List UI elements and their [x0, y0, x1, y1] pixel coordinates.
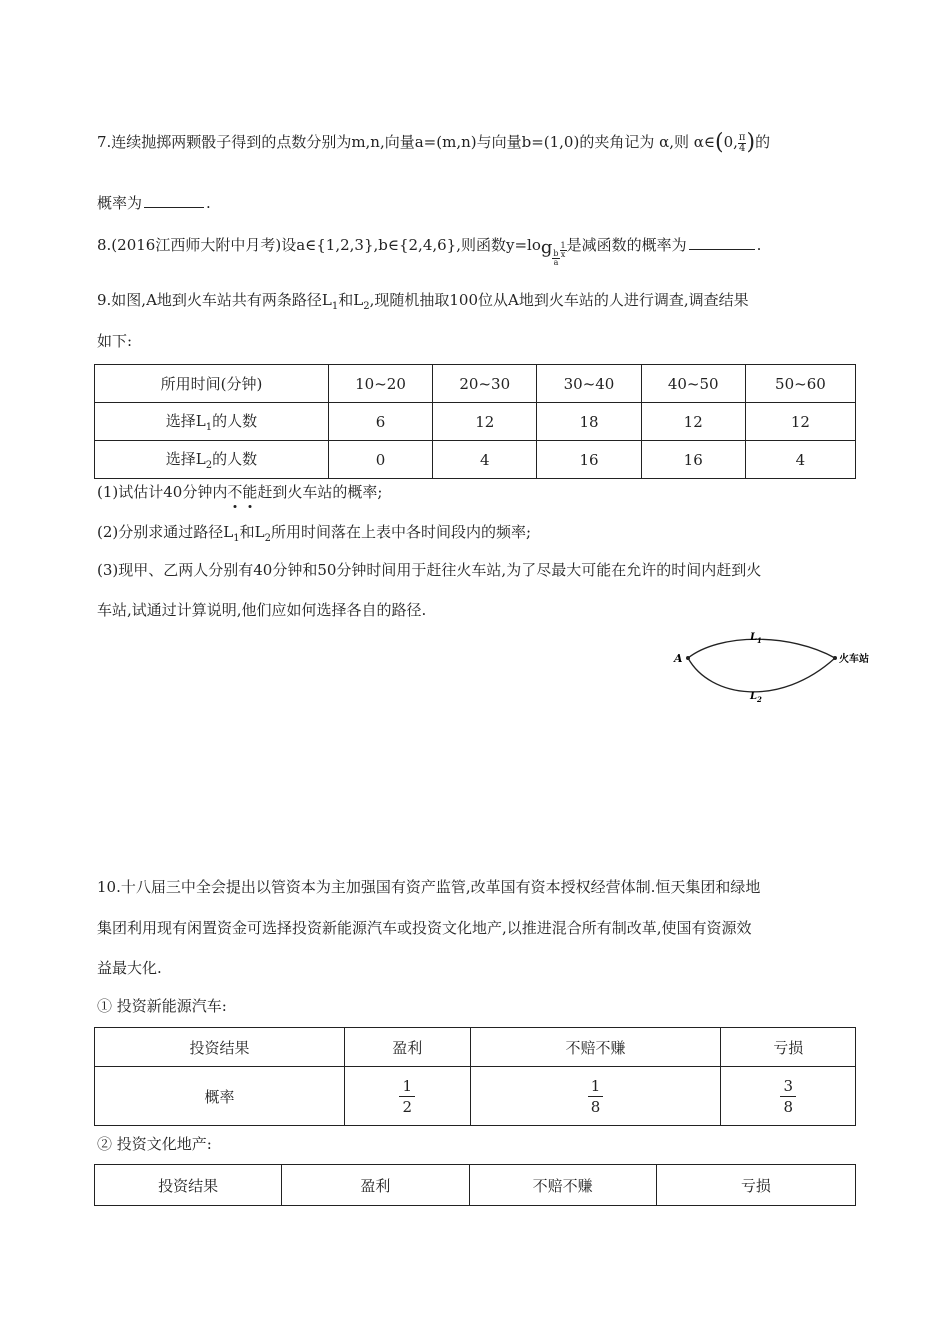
table-cell: 4: [745, 441, 855, 479]
frac-den: 8: [590, 1097, 601, 1116]
frac-num: 3: [780, 1076, 796, 1097]
q9-part3-line1: (3)现甲、乙两人分别有40分钟和50分钟时间用于赶往火车站,为了尽最大可能在允许的时间内赶到火: [97, 561, 762, 579]
table-cell: [470, 1067, 721, 1126]
q8-text1: 8.(2016江西师大附中月考)设a∈{1,2,3},b∈{2,4,6},则函数y=lo: [97, 236, 541, 254]
path-l1-letter: L: [750, 632, 758, 643]
table-row: [95, 403, 856, 441]
q7-interval-start: 0,: [723, 133, 738, 151]
table-cell: [721, 1067, 856, 1126]
q7-frac-num: π: [738, 131, 746, 143]
table-header-cell: 不赔不赚: [469, 1165, 656, 1206]
frac-num: 1: [399, 1076, 415, 1097]
table-row: [95, 365, 856, 403]
q9-p1-post: 赶到火车站的概率;: [257, 483, 383, 501]
q10-line1: 10.十八届三中全会提出以管资本为主加强国有资产监管,改革国有资本授权经营体制.恒天集团和绿地: [97, 878, 761, 896]
q8-line: [97, 235, 761, 267]
q10-sub1: ① 投资新能源汽车:: [97, 997, 227, 1015]
q9-part1: [97, 482, 382, 502]
table-cell: 16: [537, 441, 641, 479]
q8-log-arg-den: x: [560, 250, 566, 259]
q9-sub2: 2: [363, 301, 370, 312]
table-cell: 12: [433, 403, 537, 441]
q8-log-base-num: b: [553, 249, 559, 258]
q9-line1-b: 和L: [338, 291, 364, 309]
q9-p2-mid: 和L: [239, 523, 265, 541]
q8-log-base: [552, 250, 559, 267]
q9-p2-pre: (2)分别求通过路径L: [97, 523, 234, 541]
table-header-cell: 盈利: [282, 1165, 469, 1206]
point-a-dot: [686, 656, 690, 660]
table-header-cell: 亏损: [656, 1165, 855, 1206]
q7-text2: 的: [755, 133, 771, 151]
q9-line2: 如下:: [97, 332, 133, 350]
frac-num: 1: [588, 1076, 604, 1097]
q7-line2-text: 概率为: [97, 194, 143, 212]
q9-part2: [97, 522, 531, 549]
row-label-sub: 2: [205, 460, 213, 471]
row-label-post: 的人数: [212, 412, 258, 430]
fraction: [588, 1076, 604, 1117]
table-row: [95, 441, 856, 479]
table-header-cell: 40~50: [641, 365, 745, 403]
row-label-l2: [95, 441, 329, 479]
fraction: [780, 1076, 796, 1117]
q8-text2: 是减函数的概率为: [566, 236, 687, 254]
table-header-cell: 亏损: [721, 1028, 856, 1067]
q9-part3-line2: 车站,试通过计算说明,他们应如何选择各自的路径.: [97, 601, 427, 619]
q8-end: .: [756, 236, 762, 254]
table-cell: 18: [537, 403, 641, 441]
table-row: [95, 1028, 856, 1067]
table-cell: 16: [641, 441, 745, 479]
route-diagram: [670, 628, 870, 708]
q9-p2-post: 所用时间落在上表中各时间段内的频率;: [270, 523, 531, 541]
point-a-label: A: [674, 652, 683, 665]
path-l2-letter: L: [750, 691, 758, 702]
q9-line1-a: 9.如图,A地到火车站共有两条路径L: [97, 291, 332, 309]
q10-sub2: ② 投资文化地产:: [97, 1135, 212, 1153]
q7-frac-den: 4: [739, 142, 746, 154]
q9-sub1: 1: [331, 301, 339, 312]
table-row: [95, 1165, 856, 1206]
q9-p1-emph: 能: [242, 483, 258, 501]
q10-realestate-table: [94, 1164, 856, 1206]
q7-end: .: [206, 194, 211, 212]
table-cell: 12: [641, 403, 745, 441]
table-cell: 4: [433, 441, 537, 479]
q7-text1: 7.连续抛掷两颗骰子得到的点数分别为m,n,向量a=(m,n)与向量b=(1,0)的夹角记为 α,则 α∈: [97, 133, 715, 151]
table-header-cell: 30~40: [537, 365, 641, 403]
q9-p2-sub: 2: [264, 533, 271, 544]
q9-p1-emph: 不: [227, 483, 243, 501]
q10-ev-table: [94, 1027, 856, 1126]
q9-time-table: [94, 364, 856, 479]
table-header-cell: 不赔不赚: [470, 1028, 721, 1067]
q7-answer-blank[interactable]: [144, 193, 204, 208]
q8-log-arg: [560, 242, 567, 259]
station-label: 火车站: [839, 654, 869, 665]
q9-p2-sub: 1: [233, 533, 240, 544]
table-header-cell: 投资结果: [95, 1028, 345, 1067]
q7-interval-close: ): [746, 130, 756, 155]
path-l2-curve: [688, 658, 835, 692]
frac-den: 2: [402, 1097, 413, 1116]
table-row: [95, 1067, 856, 1126]
q10-line3: 益最大化.: [97, 959, 162, 977]
q8-log-arg-num: 1: [560, 241, 566, 250]
row-label-l1: [95, 403, 329, 441]
table-header-cell: 20~30: [433, 365, 537, 403]
frac-den: 8: [783, 1097, 794, 1116]
q7-interval-open: (: [715, 130, 724, 155]
station-dot: [833, 656, 837, 660]
table-header-cell: 10~20: [328, 365, 432, 403]
table-header-cell: 所用时间(分钟): [95, 365, 329, 403]
table-cell: 12: [745, 403, 855, 441]
q8-log-base-den: a: [553, 258, 559, 267]
table-header-cell: 盈利: [344, 1028, 470, 1067]
path-l1-label: [749, 632, 762, 645]
table-header-cell: 50~60: [745, 365, 855, 403]
q7-line1: [97, 132, 770, 154]
table-cell: 6: [328, 403, 432, 441]
row-label-sub: 1: [205, 422, 213, 433]
path-l2-label: [749, 691, 762, 704]
row-label-pre: 选择L: [165, 412, 206, 430]
q10-line2: 集团利用现有闲置资金可选择投资新能源汽车或投资文化地产,以推进混合所有制改革,使国有资源效: [97, 919, 752, 937]
table-cell: 0: [328, 441, 432, 479]
q9-line1: [97, 290, 749, 317]
row-label-pre: 选择L: [165, 450, 206, 468]
q8-answer-blank[interactable]: [689, 235, 755, 250]
q7-line2: [97, 193, 211, 213]
fraction: [399, 1076, 415, 1117]
q8-log-g: g: [540, 237, 553, 258]
row-label: 概率: [95, 1067, 345, 1126]
row-label-post: 的人数: [212, 450, 258, 468]
q9-line1-c: ,现随机抽取100位从A地到火车站的人进行调查,调查结果: [369, 291, 749, 309]
path-l2-sub: 2: [757, 695, 762, 704]
path-l1-sub: 1: [757, 636, 762, 645]
table-header-cell: 投资结果: [95, 1165, 282, 1206]
table-cell: [344, 1067, 470, 1126]
q9-p1-pre: (1)试估计40分钟内: [97, 483, 228, 501]
